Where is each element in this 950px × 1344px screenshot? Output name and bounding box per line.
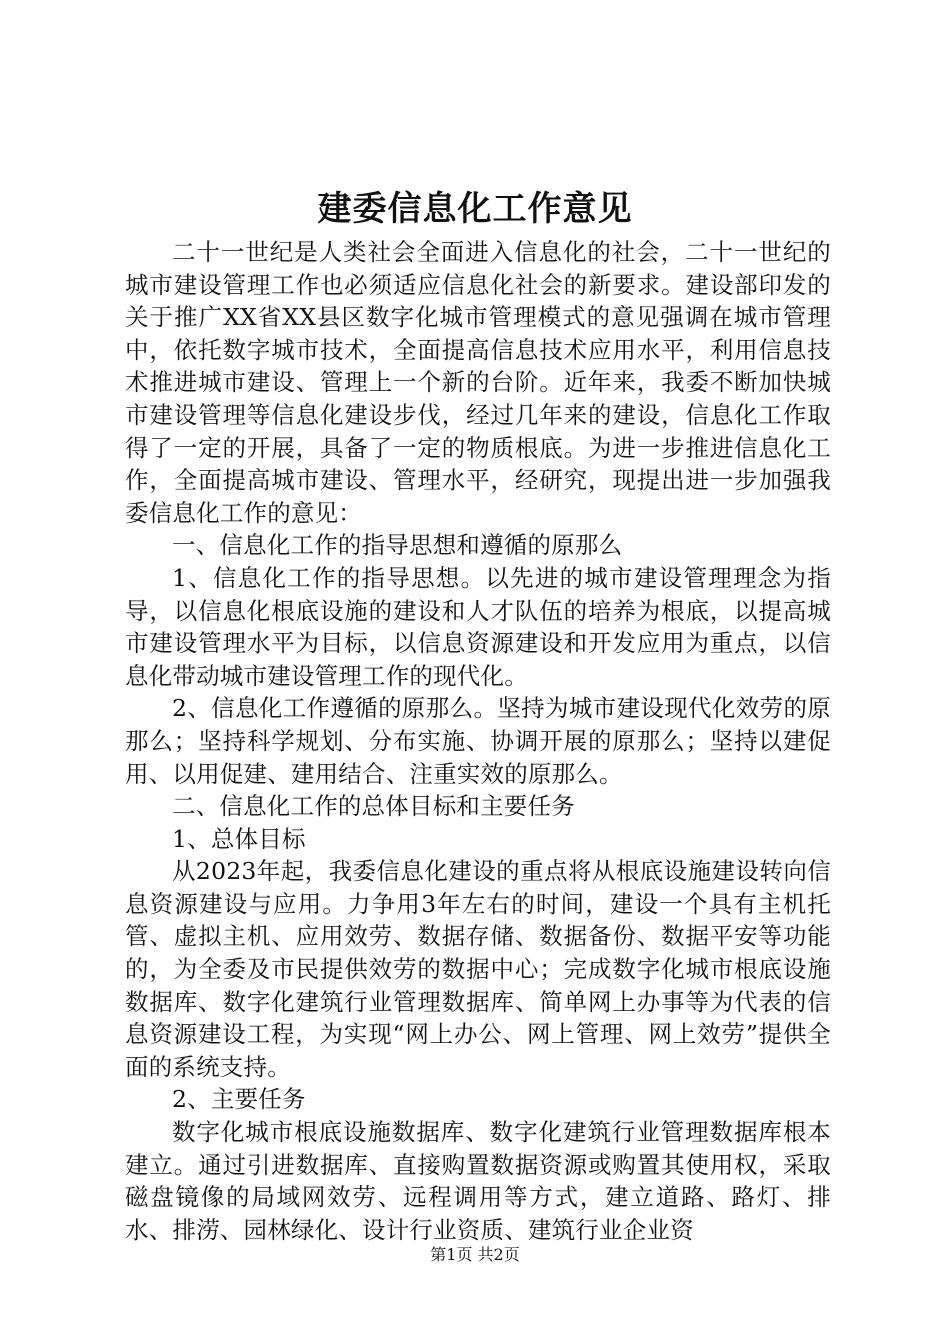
page-title: 建委信息化工作意见 bbox=[317, 189, 633, 229]
page-footer: 第1页 共2页 bbox=[430, 1245, 520, 1264]
paragraph-guiding-ideology: 1、信息化工作的指导思想。以先进的城市建设管理理念为指导，以信息化根底设施的建设和人才队伍的培养为根底，以提高城市建设管理水平为目标，以信息资源建设和开发应用为重点，以信息化带动城市建设管理工作的现代化。 bbox=[125, 563, 831, 690]
document-body bbox=[125, 236, 831, 1246]
section-heading-1: 一、信息化工作的指导思想和遵循的原那么 bbox=[172, 531, 623, 560]
paragraph-principles: 2、信息化工作遵循的原那么。坚持为城市建设现代化效劳的原那么；坚持科学规划、分布实施、协调开展的原那么；坚持以建促用、以用促建、建用结合、注重实效的原那么。 bbox=[125, 694, 831, 788]
subheading-main-tasks: 2、主要任务 bbox=[172, 1085, 306, 1114]
paragraph-main-tasks: 数字化城市根底设施数据库、数字化建筑行业管理数据库根本建立。通过引进数据库、直接购置数据资源或购置其使用权，采取磁盘镜像的局域网效劳、远程调用等方式，建立道路、路灯、排水、排涝、园林绿化、设计行业资质、建筑行业企业资 bbox=[125, 1118, 831, 1244]
intro-paragraph: 二十一世纪是人类社会全面进入信息化的社会，二十一世纪的城市建设管理工作也必须适应信息化社会的新要求。建设部印发的关于推广XX省XX县区数字化城市管理模式的意见强调在城市管理中，依托数字城市技术，全面提高信息技术应用水平，利用信息技术推进城市建设、管理上一个新的台阶。近年来，我委不断加快城市建设管理等信息化建设步伐，经过几年来的建设，信息化工作取得了一定的开展，具备了一定的物质根底。为进一步推进信息化工作，全面提高城市建设、管理水平，经研究，现提出进一步加强我委信息化工作的意见： bbox=[125, 238, 831, 527]
subheading-overall-goal: 1、总体目标 bbox=[172, 824, 306, 853]
paragraph-overall-goal: 从2023年起，我委信息化建设的重点将从根底设施建设转向信息资源建设与应用。力争用3年左右的时间，建设一个具有主机托管、虚拟主机、应用效劳、数据存储、数据备份、数据平安等功能的，为全委及市民提供效劳的数据中心；完成数字化城市根底设施数据库、数字化建筑行业管理数据库、简单网上办事等为代表的信息资源建设工程，为实现“网上办公、网上管理、网上效劳”提供全面的系统支持。 bbox=[125, 857, 831, 1081]
section-heading-2: 二、信息化工作的总体目标和主要任务 bbox=[172, 792, 575, 821]
